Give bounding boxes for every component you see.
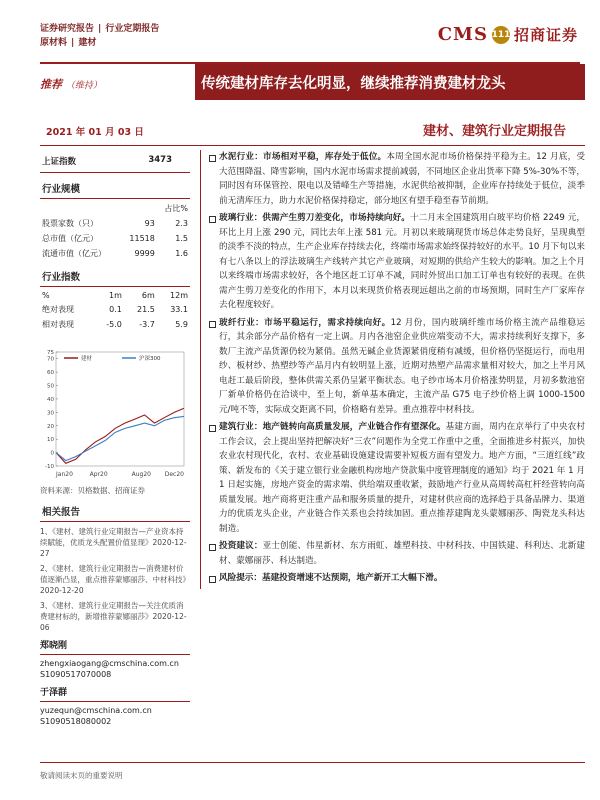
col-header: % [42, 291, 50, 300]
index-value: 3473 [148, 155, 172, 165]
table-row [40, 317, 190, 332]
analyst-divider [40, 701, 190, 702]
paragraph-lead: 水泥行业： [219, 152, 264, 162]
paragraph-text: 12 月份，国内玻璃纤维市场价格主流产品维稳运行，其余部分产品价格有一定上调。月内各池窑企业供应端变动不大，需求持续利好支撑下，多数厂主流产品货源仍较为紧俏。虽然无碱企业货源紧俏度稍有减缓，但价格仍坚挺运行，而电用纱、板材纱、热塑纱等产品月内有较明显上涨，近期对热塑产品需求量相对较大，加之上半月风电赶工最后阶段，整体供需关系仍呈紧平衡状态。电子纱市场本月价格涨势明显，月初多数池窑厂新单价格仍在洽谈中，至上旬，新单基本确定，主流产品 G75 电子纱价格上调 1000-1500 元/吨不等，实际成交距离不同，价格略有差异。重点推荐中材科技。 [219, 317, 585, 415]
row-label: 股票家数（只） [42, 219, 98, 228]
cell: -3.7 [139, 320, 155, 329]
headline-banner [195, 64, 585, 100]
y-tick-label: 60 [47, 370, 54, 377]
paragraph-text: 十二月末全国建筑用白玻平均价格 2249 元，环比上月上涨 290 元，同比去年上涨 581 元。月初以来玻璃现货市场总体走势良好，呈现典型的淡季不淡的特点，生产企业库存持续去化，终端市场需求始终保持较好的水平。10 月下旬以来有七八条以上的浮法玻璃生产线转产其它产业玻璃，对短期的供给产生较大的影响。加之上个月以来终端市场需求较好，各个地区赶工订单不减，同时外贸出口加工订单也有较好的表现。在供需产生剪刀差变化的作用下，本月以来现货价格表现远超出之前的市场预期，同时生产厂家库存去化程度较好。 [219, 213, 586, 310]
related-item[interactable]: 3、《建材、建筑行业定期报告—关注优质消费建材标的，新增推荐蒙娜丽莎》2020-12-06 [40, 601, 187, 632]
body-paragraph [207, 316, 585, 418]
rating-main: 推荐 [40, 78, 62, 91]
y-tick-label: 70 [47, 356, 54, 363]
header-separator: | [98, 24, 102, 34]
x-tick-label: Aug20 [131, 471, 152, 478]
header-subsector: 建材 [78, 38, 97, 48]
paragraph-lead: 风险提示： [219, 573, 262, 583]
table-row [40, 231, 190, 246]
sidebar [40, 150, 190, 727]
analyst-id: S1090518080002 [40, 717, 112, 726]
analyst-divider [40, 654, 190, 655]
company-logo [438, 24, 578, 45]
report-type: 建材、建筑行业定期报告 [422, 124, 566, 139]
table-row [40, 302, 190, 317]
logo-badge-icon: 111 [492, 26, 510, 44]
col-header: 1m [109, 291, 122, 300]
y-tick-label: 75 [47, 350, 54, 356]
y-tick-label: 20 [47, 423, 54, 430]
row-label: 绝对表现 [42, 305, 74, 314]
y-tick-label: 0 [50, 450, 54, 457]
industry-size-table [40, 201, 190, 261]
analyst-id: S1090517070008 [40, 670, 112, 679]
paragraph-text: 本周全国水泥市场价格保持平稳为主。12 月底，受大范围降温、降雪影响，国内水泥市场需求提前减弱，不同地区企业出货率下降 5%-30%不等，同时因有环保管控、限电以及错峰生产等措施，水泥供给被抑制，企业库存持续处于低位，淡季前无清库压力，助力水泥价格保持稳定，部分地区有望手稳至春节前期。 [219, 152, 585, 206]
paragraph-key: 供需产生剪刀差变化，市场持续向好。 [262, 213, 410, 223]
y-tick-label: 40 [47, 396, 54, 403]
index-chart [40, 338, 190, 483]
y-tick-label: 10 [47, 437, 54, 444]
analysts [40, 641, 190, 727]
main-body [200, 150, 585, 589]
rating-sub: （维持） [65, 81, 102, 91]
header-categories [40, 22, 159, 50]
row-value: 11518 [129, 234, 155, 243]
analyst-name: 于泽群 [40, 688, 68, 698]
report-date: 2021 年 01 月 03 日 [46, 127, 144, 138]
cell: 33.1 [170, 305, 188, 314]
row-pct: 1.5 [175, 234, 188, 243]
series-line [56, 416, 184, 460]
table-header [40, 289, 190, 302]
col-header: 12m [170, 291, 188, 300]
pct-header: 占比% [164, 204, 188, 213]
index-label: 上证指数 [42, 157, 77, 167]
performance-title: 行业指数 [40, 261, 190, 287]
x-tick-label: Apr20 [89, 471, 108, 478]
body-paragraph [207, 539, 585, 568]
cell: 21.5 [136, 305, 155, 314]
chart-source: 资料来源：贝格数据、招商证券 [40, 486, 145, 495]
body-paragraph [207, 150, 585, 208]
index-row [40, 150, 190, 173]
body-paragraph [207, 211, 585, 313]
y-tick-label: 50 [47, 383, 54, 390]
x-tick-label: Jan20 [56, 471, 73, 478]
legend-label: 建材 [81, 356, 93, 362]
paragraph-text: 基建方面，周内在京举行了中央农村工作会议，会上提出坚持把解决好“三农”问题作为全党工作重中之重，全面推进乡村振兴，加快农业农村现代化，农村、农业基础设施建设需要补短板方面有望发力。地产方面，“三道红线”政策、新发布的《关于建立银行业金融机构房地产贷款集中度管理制度的通知》均于 2021 年 1 月 1 日起实施，房地产资金的需求端、供给端双重收紧，鼓励地产行业从高周转高杠杆经营转向高质量发展。地产商将更注重产品和服务质量的提升，对建材供应商的选择趋于具备品牌力、渠道力的优质龙头企业，产业链合作关系也会持续加固。重点推荐建陶龙头蒙娜丽莎、陶瓷龙头科达制造。 [219, 422, 585, 534]
y-tick-label: 30 [47, 410, 54, 417]
paragraph-lead: 建筑行业： [219, 422, 263, 432]
paragraph-key: 市场相对平稳，库存处于低位。 [263, 152, 387, 162]
col-header: 6m [141, 291, 155, 300]
cell: 0.1 [109, 305, 122, 314]
related-item[interactable]: 1、《建材、建筑行业定期报告—产业资本持续賦能，优质龙头配置价值显现》2020-12-27 [40, 527, 187, 558]
related-title: 相关报告 [40, 496, 190, 522]
legend-label: 沪深300 [139, 356, 161, 362]
related-reports [40, 526, 190, 633]
cell: 5.9 [175, 320, 188, 329]
performance-table [40, 289, 190, 332]
plot-frame [56, 352, 184, 466]
header-sector: 原材料 [40, 38, 68, 48]
row-value: 93 [144, 219, 155, 228]
paragraph-text: 亚士创能、伟星新材、东方雨虹、雄塑科技、中材科技、中国铁建、科利达、北新建材、蒙娜丽莎、科达制造。 [219, 541, 585, 566]
row-label: 相对表现 [42, 320, 74, 329]
row-value: 9999 [134, 249, 155, 258]
rating [40, 76, 102, 92]
row-label: 总市值（亿元） [42, 234, 98, 243]
cell: -5.0 [106, 320, 122, 329]
analyst-email[interactable]: zhengxiaogang@cmschina.com.cn [40, 659, 179, 668]
paragraph-lead: 投资建议： [219, 541, 263, 551]
line-chart [40, 338, 190, 480]
paragraph-key: 地产链转向高质量发展，产业链合作有望深化。 [262, 422, 446, 432]
body-paragraph [207, 420, 585, 536]
y-tick-label: -10 [45, 464, 54, 470]
footer-divider [40, 762, 585, 763]
row-pct: 2.3 [175, 219, 188, 228]
paragraph-lead: 玻纤行业： [219, 317, 265, 328]
row-label: 流通市值（亿元） [42, 249, 106, 258]
logo-chinese-name: 招商证券 [513, 26, 578, 44]
headline: 传统建材库存去化明显，继续推荐消费建材龙头 [201, 74, 506, 92]
paragraph-key: 市场平稳运行，需求持续向好。 [264, 317, 391, 328]
header-report-kind: 行业定期报告 [105, 24, 160, 34]
body-paragraph [207, 571, 585, 586]
paragraph-key: 基建投资增速不达预期，地产新开工大幅下滑。 [261, 573, 443, 583]
x-tick-label: Dec20 [164, 471, 184, 478]
row-pct: 1.6 [175, 249, 188, 258]
footer-note: 敬请阅读末页的重要说明 [40, 771, 123, 780]
series-line [56, 408, 184, 463]
analyst-name: 郑晓刚 [40, 641, 68, 651]
header-report-class: 证券研究报告 [40, 24, 95, 34]
title-divider [40, 145, 585, 146]
table-row [40, 216, 190, 231]
industry-size-title: 行业规模 [40, 173, 190, 199]
analyst-email[interactable]: yuzequn@cmschina.com.cn [40, 706, 152, 715]
header-separator: | [71, 38, 75, 48]
table-row [40, 246, 190, 261]
related-item[interactable]: 2、《建材、建筑行业定期报告—消费建材价值逐渐凸显，重点推荐蒙娜丽莎、中材科技》2020-12-20 [40, 564, 190, 595]
paragraph-lead: 玻璃行业： [219, 213, 263, 223]
logo-cms-text: CMS [437, 24, 488, 45]
